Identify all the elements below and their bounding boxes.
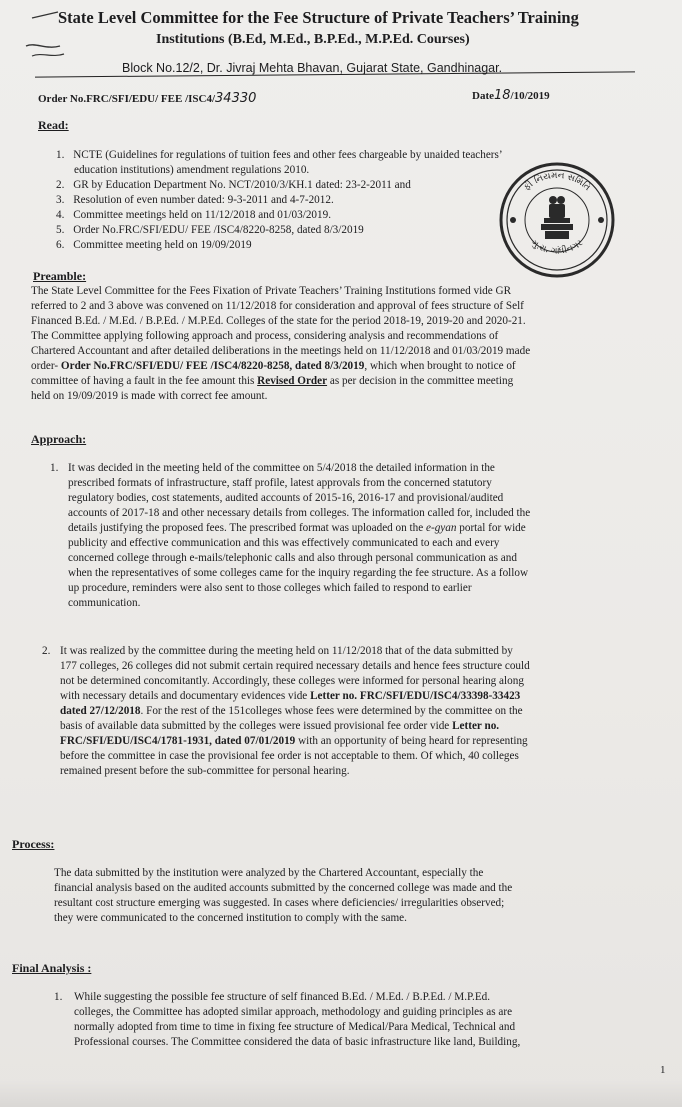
process-body — [54, 866, 666, 926]
text-run: , which when brought to notice of — [364, 360, 516, 372]
approach-line — [60, 734, 658, 749]
process-line: financial analysis based on the audited accounts submitted by the concerned college was made and the — [54, 882, 513, 894]
final-analysis-line: colleges, the Committee has adopted similar approach, methodology and guiding principles as are — [74, 1006, 513, 1018]
read-item-number: 5. — [56, 224, 65, 236]
read-item-text: GR by Education Department No. NCT/2010/3/KH.1 dated: 23-2-2011 and — [73, 179, 411, 191]
process-heading: Process: — [12, 837, 55, 851]
approach-line — [60, 719, 658, 734]
approach-line: 177 colleges, 26 colleges did not submit certain required necessary details and hence fees structure could — [60, 660, 530, 672]
preamble-line — [31, 359, 643, 374]
read-item-4 — [56, 208, 496, 223]
read-item-6 — [56, 238, 496, 253]
approach-line: not be determined concomitantly. Accordingly, these colleges were informed for personal hearing along — [60, 675, 524, 687]
read-item-number: 4. — [56, 209, 65, 221]
order-date — [472, 88, 550, 103]
final-analysis-line: While suggesting the possible fee structure of self financed B.Ed. / M.Ed. / B.P.Ed. / M.P.Ed. — [74, 991, 491, 1003]
read-item-text: Resolution of even number dated: 9-3-2011 and 4-7-2012. — [73, 194, 334, 206]
approach-line: publicity and effective communication and this was effectively communicated to each and every — [68, 537, 500, 549]
read-item-1-cont: education institutions) amendment regulations 2010. — [74, 164, 310, 176]
read-item-number: 1. — [56, 149, 65, 161]
approach-line — [68, 521, 646, 536]
text-run: order- — [31, 360, 61, 372]
approach-item-1 — [68, 461, 646, 611]
approach-line: when the representatives of some colleges came for the inquiry regarding the fee structure. As a follow — [68, 567, 529, 579]
letter-reference: Letter no. FRC/SFI/EDU/ISC4/33398-33423 — [310, 690, 521, 702]
svg-text:ફી નિયમન સમિતિ: ફી નિયમન સમિતિ — [522, 170, 593, 194]
read-heading: Read: — [38, 118, 69, 132]
approach-line: accounts of 2017-18 and other necessary details from colleges. The information called for, included the — [68, 507, 531, 519]
read-item-number: 3. — [56, 194, 65, 206]
approach-line: It was decided in the meeting held of the committee on 5/4/2018 the detailed information in the — [68, 462, 495, 474]
approach-heading: Approach: — [31, 432, 87, 446]
address-line: Block No.12/2, Dr. Jivraj Mehta Bhavan, Gujarat State, Gandhinagar. — [122, 61, 503, 75]
preamble-line: The State Level Committee for the Fees Fixation of Private Teachers’ Training Institutions formed vide GR — [31, 285, 512, 297]
date-label: Date — [472, 90, 494, 102]
preamble-line: referred to 2 and 3 above was convened on 11/12/2018 for consideration and approval of fees structure of Self — [31, 300, 524, 312]
approach-line: regulatory bodies, cost statements, audited accounts of 2015-16, 2016-17 and provisional/audited — [68, 492, 504, 504]
read-item-text: Committee meeting held on 19/09/2019 — [73, 239, 252, 251]
final-analysis-line: Professional courses. The Committee considered the data of basic infrastructure like land, Building, — [74, 1036, 521, 1048]
page-bottom-shadow — [0, 1080, 682, 1107]
process-line: The data submitted by the institution were analyzed by the Chartered Accountant, especially the — [54, 867, 484, 879]
approach-line: up procedure, reminders were also sent to those colleges which failed to respond to earlier — [68, 582, 472, 594]
svg-text:ગુ.રા. ગાંધીનગર: ગુ.રા. ગાંધીનગર — [529, 238, 586, 257]
read-item-text: Order No.FRC/SFI/EDU/ FEE /ISC4/8220-8258, dated 8/3/2019 — [73, 224, 364, 236]
text-run: basis of available data submitted by the colleges were issued provisional fee order vide — [60, 720, 453, 732]
order-number — [38, 91, 256, 106]
approach-item-number: 1. — [50, 462, 59, 474]
approach-line — [60, 704, 658, 719]
approach-line: prescribed formats of infrastructure, staff profile, latest approvals from the concerned statutory — [68, 477, 492, 489]
approach-line: communication. — [68, 597, 141, 609]
approach-line: remained present before the sub-committee for personal hearing. — [60, 765, 350, 777]
letter-reference: FRC/SFI/EDU/ISC4/1781-1931, dated 07/01/2019 — [60, 735, 296, 747]
approach-item-number: 2. — [42, 645, 51, 657]
approach-line: before the committee in case the provisional fee order is not acceptable to them. Of which, 40 colleges — [60, 750, 519, 762]
page-number: 1 — [660, 1064, 666, 1076]
final-analysis-item-number: 1. — [54, 991, 63, 1003]
final-analysis-item-1 — [74, 990, 668, 1050]
pen-scribble-mark — [24, 40, 68, 60]
read-item-number: 6. — [56, 239, 65, 251]
text-run: with an opportunity of being heard for representing — [295, 735, 528, 747]
read-item-3 — [56, 193, 496, 208]
order-reference: Order No.FRC/SFI/EDU/ FEE /ISC4/8220-8258, dated 8/3/2019 — [60, 360, 365, 372]
process-line: they were communicated to the concerned institution to comply with the same. — [54, 912, 407, 924]
preamble-body — [31, 284, 643, 404]
date-rest: /10/2019 — [510, 90, 550, 102]
order-handwritten-number: 34330 — [215, 91, 257, 106]
committee-title: State Level Committee for the Fee Structure of Private Teachers’ Training — [58, 8, 579, 27]
preamble-line: The Committee applying following approach and process, considering analysis and recommendations of — [31, 330, 499, 342]
preamble-heading: Preamble: — [33, 269, 87, 283]
approach-item-2 — [60, 644, 658, 779]
text-run: committee of having a fault in the fee amount this — [31, 375, 258, 387]
text-run: portal for wide — [456, 522, 526, 534]
pen-stroke-mark — [30, 8, 60, 22]
read-item-number: 2. — [56, 179, 65, 191]
approach-line: It was realized by the committee during the meeting held on 11/12/2018 that of the data submitted by — [60, 645, 513, 657]
preamble-line: held on 19/09/2019 is made with correct fee amount. — [31, 390, 268, 402]
revised-order-text: Revised Order — [257, 375, 328, 387]
read-item-5 — [56, 223, 496, 238]
egyan-portal-name: e-gyan — [426, 522, 457, 534]
order-label: Order No.FRC/SFI/EDU/ FEE /ISC4/ — [38, 93, 216, 105]
text-run: . For the rest of the 151colleges whose fees were determined by the committee on the — [140, 705, 523, 717]
government-seal-emblem — [497, 160, 617, 280]
text-run: as per decision in the committee meeting — [327, 375, 514, 387]
process-line: resultant cost structure emerging was suggested. In cases where deficiencies/ irregularities observed; — [54, 897, 505, 909]
letter-label: Letter no. — [452, 720, 500, 732]
approach-line: concerned college through e-mails/telephonic calls and also through personal communication as and — [68, 552, 517, 564]
preamble-line — [31, 374, 643, 389]
text-run: with necessary details and documentary evidences vide — [60, 690, 311, 702]
final-analysis-line: normally adopted from time to time in fixing fee structure of Medical/Para Medical, Technical and — [74, 1021, 516, 1033]
committee-subtitle: Institutions (B.Ed, M.Ed., B.P.Ed., M.P.Ed. Courses) — [156, 32, 470, 47]
read-item-text: NCTE (Guidelines for regulations of tuition fees and other fees chargeable by unaided teachers’ — [73, 149, 503, 161]
read-item-text: Committee meetings held on 11/12/2018 and 01/03/2019. — [73, 209, 331, 221]
approach-line — [60, 689, 658, 704]
read-item-2 — [56, 178, 496, 193]
date-handwritten-day: 18 — [494, 88, 511, 103]
preamble-line: Chartered Accountant and after detailed deliberations in the meetings held on 11/12/2018 and 01/03/2019 made — [31, 345, 531, 357]
letter-date: dated 27/12/2018 — [60, 705, 141, 717]
final-analysis-heading: Final Analysis : — [12, 961, 92, 975]
text-run: details justifying the proposed fees. The prescribed format was uploaded on the — [68, 522, 427, 534]
preamble-line: Financed B.Ed. / M.Ed. / B.P.Ed. / M.P.Ed. Colleges of the state for the period 2018-19, 2019-20 and 2020-21. — [31, 315, 526, 327]
